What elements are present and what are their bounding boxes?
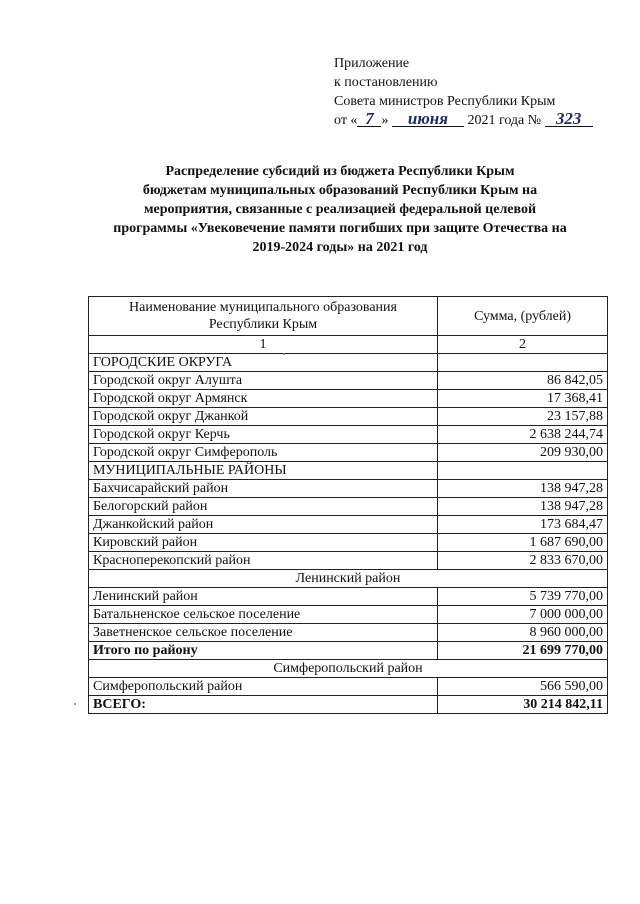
municipality-name: ГОРОДСКИЕ ОКРУГА	[89, 354, 438, 372]
table-row	[89, 534, 608, 552]
table-row	[89, 390, 608, 408]
subsidy-amount: 138 947,28	[438, 480, 608, 498]
municipality-name: Городской округ Алушта	[89, 372, 438, 390]
table-row	[89, 426, 608, 444]
table-row	[89, 516, 608, 534]
column-number-1: 1	[89, 336, 438, 354]
table-header-row	[89, 297, 608, 336]
district-header: Симферопольский район	[89, 660, 608, 678]
table-row	[89, 462, 608, 480]
subsidy-amount: 30 214 842,11	[438, 696, 608, 714]
subsidy-amount: 5 739 770,00	[438, 588, 608, 606]
title-line-3: мероприятия, связанные с реализацией федеральной целевой	[143, 202, 537, 217]
subsidy-amount	[438, 354, 608, 372]
appendix-line-1: Приложение	[334, 56, 410, 71]
appendix-line-3: Совета министров Республики Крым	[334, 94, 556, 109]
subsidy-amount: 17 368,41	[438, 390, 608, 408]
title-line-5: 2019-2024 годы» на 2021 год	[252, 240, 428, 255]
date-mid: »	[381, 113, 389, 128]
subsidy-amount: 2 638 244,74	[438, 426, 608, 444]
subsidy-amount: 86 842,05	[438, 372, 608, 390]
municipality-name: Джанкойский район	[89, 516, 438, 534]
subsidy-amount: 209 930,00	[438, 444, 608, 462]
document-title	[80, 162, 600, 257]
subsidy-amount: 138 947,28	[438, 498, 608, 516]
subsidy-amount: 2 833 670,00	[438, 552, 608, 570]
title-line-4: программы «Увековечение памяти погибших при защите Отечества на	[113, 221, 567, 236]
leninsky-district-header-row	[89, 570, 608, 588]
municipality-name: Городской округ Джанкой	[89, 408, 438, 426]
subsidy-amount	[438, 462, 608, 480]
municipality-name: Кировский район	[89, 534, 438, 552]
municipality-name: Белогорский район	[89, 498, 438, 516]
subsidy-amount: 21 699 770,00	[438, 642, 608, 660]
municipality-name: ВСЕГО:	[89, 696, 438, 714]
municipality-name: Итого по району	[89, 642, 438, 660]
subsidy-amount: 8 960 000,00	[438, 624, 608, 642]
column-number-row	[89, 336, 608, 354]
municipality-name: Ленинский район	[89, 588, 438, 606]
date-suffix: 2021 года №	[467, 113, 542, 128]
column-number-2: 2	[438, 336, 608, 354]
appendix-line-2: к постановлению	[334, 75, 438, 90]
date-month: июня	[392, 111, 464, 127]
table-row	[89, 444, 608, 462]
municipality-name: МУНИЦИПАЛЬНЫЕ РАЙОНЫ	[89, 462, 438, 480]
subsidy-amount: 23 157,88	[438, 408, 608, 426]
subsidy-table	[88, 296, 608, 714]
scan-speck	[283, 353, 285, 355]
column-header-name: Наименование муниципального образования Республики Крым	[89, 297, 438, 336]
table-row	[89, 408, 608, 426]
municipality-name: Батальненское сельское поселение	[89, 606, 438, 624]
appendix-block	[334, 54, 593, 130]
appendix-date-line	[334, 111, 593, 130]
municipality-name: Городской округ Керчь	[89, 426, 438, 444]
table-row	[89, 606, 608, 624]
municipality-name: Бахчисарайский район	[89, 480, 438, 498]
subsidy-amount: 173 684,47	[438, 516, 608, 534]
scan-speck	[74, 703, 76, 705]
table-row	[89, 588, 608, 606]
table-row	[89, 624, 608, 642]
municipality-name: Симферопольский район	[89, 678, 438, 696]
district-header: Ленинский район	[89, 570, 608, 588]
table-row	[89, 552, 608, 570]
municipality-name: Городской округ Симферополь	[89, 444, 438, 462]
subsidy-amount: 566 590,00	[438, 678, 608, 696]
date-prefix: от «	[334, 113, 358, 128]
municipality-name: Заветненское сельское поселение	[89, 624, 438, 642]
municipality-name: Красноперекопский район	[89, 552, 438, 570]
simferopol-district-header-row	[89, 660, 608, 678]
table-row	[89, 480, 608, 498]
table-row	[89, 354, 608, 372]
grand-total-row	[89, 696, 608, 714]
table-row	[89, 372, 608, 390]
leninsky-total-row	[89, 642, 608, 660]
date-day: 7	[357, 111, 381, 127]
subsidy-amount: 1 687 690,00	[438, 534, 608, 552]
title-line-1: Распределение субсидий из бюджета Республики Крым	[165, 164, 515, 179]
column-header-sum: Сумма, (рублей)	[438, 297, 608, 336]
document-number: 323	[545, 111, 593, 127]
title-line-2: бюджетам муниципальных образований Республики Крым на	[142, 183, 538, 198]
table-row	[89, 678, 608, 696]
municipality-name: Городской округ Армянск	[89, 390, 438, 408]
subsidy-amount: 7 000 000,00	[438, 606, 608, 624]
table-row	[89, 498, 608, 516]
